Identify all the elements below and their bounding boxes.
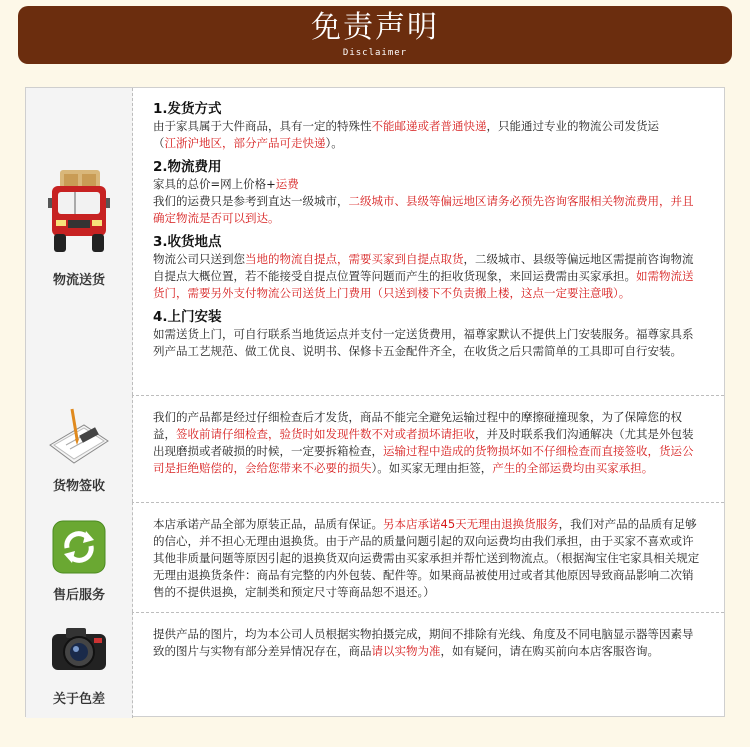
logistics-content <box>153 100 704 366</box>
logistics-side <box>26 88 133 395</box>
install-text: 如需送货上门，可自行联系当地货运点并支付一定送货费用，福尊家默认不提供上门安装服务。福尊家具系列产品工艺规范、做工优良、说明书、保修卡五金配件齐全，在收货之后只需简单的工具即可自行安装。 <box>153 327 694 358</box>
sign-pen-icon <box>44 405 114 467</box>
truck-icon <box>44 168 114 258</box>
install-title: 4.上门安装 <box>153 309 222 325</box>
color-label: 关于色差 <box>52 692 105 707</box>
logistics-row <box>26 88 724 396</box>
receipt-label: 货物签收 <box>52 479 105 494</box>
ship-fee-total: 家具的总价=网上价格+运费 <box>153 177 299 191</box>
aftersale-side <box>26 502 133 612</box>
ship-fee-text: 我们的运费只是参考到直达一级城市，二级城市、县级等偏远地区请务必预先咨询客服相关物流费用，并且确定物流是否可以到达。 <box>153 194 694 225</box>
aftersale-row <box>26 502 724 613</box>
aftersale-text: 本店承诺产品全部为原装正品，品质有保证。另本店承诺45天无理由退换货服务，我们对产品的品质有足够的信心，并不担心无理由退换货。由于产品的质量问题引起的双向运费均由我们承担，由于买家不喜欢或许其他非质量问题等原因引起的退换货双向运费需由买家承担并帮忙送到物流点。（根据淘宝住宅家具相关规定无理由退换货条件：商品有完整的内外包装、配件等。如果商品被使用过或者其他原因导致商品影响二次销售的不提供退换，定制类和预定尺寸等商品恕不退还。） <box>153 517 700 599</box>
ship-method-text: 由于家具属于大件商品，具有一定的特殊性不能邮递或者普通快递，只能通过专业的物流公司发货运 （江浙沪地区，部分产品可走快递）。 <box>153 119 659 150</box>
disclaimer-panel <box>25 87 725 717</box>
color-text: 提供产品的图片，均为本公司人员根据实物拍摄完成，期间不排除有光线、角度及不同电脑显示器等因素导致的图片与实物有部分差异情况存在，商品请以实物为准，如有疑问，请在购买前向本店客服咨询。 <box>153 627 694 658</box>
color-content <box>153 626 704 660</box>
ship-fee-title: 2.物流费用 <box>153 159 222 175</box>
banner-subtitle: Disclaimer <box>342 48 408 58</box>
ship-fee-section <box>153 158 704 227</box>
ship-method-section <box>153 100 704 152</box>
color-row <box>26 612 724 718</box>
delivery-place-title: 3.收货地点 <box>153 234 222 250</box>
receipt-side <box>26 395 133 502</box>
banner <box>18 6 732 64</box>
ship-method-title: 1.发货方式 <box>153 101 222 117</box>
color-side <box>26 612 133 718</box>
aftersale-label: 售后服务 <box>52 588 105 603</box>
install-section <box>153 308 704 360</box>
delivery-place-text: 物流公司只送到您当地的物流自提点，需要买家到自提点取货，二级城市、县级等偏远地区需提前咨询物流自提点大概位置，若不能接受自提点位置等问题而产生的拒收货现象，来回运费需由买家承担。如需物流送货门，需要另外支付物流公司送货上门费用（只送到楼下不负责搬上楼，这点一定要注意哦）。 <box>153 252 694 300</box>
logistics-label: 物流送货 <box>52 273 105 288</box>
aftersale-content <box>153 516 704 601</box>
receipt-text: 我们的产品都是经过仔细检查后才发货，商品不能完全避免运输过程中的摩擦碰撞现象，为了保障您的权益，签收前请仔细检查，验货时如发现件数不对或者损坏请拒收，并及时联系我们沟通解决（尤其是外包装出现磨损或者破损的时候，一定要拆箱检查，运输过程中造成的货物损坏如不仔细检查而直接签收，货运公司是拒绝赔偿的，会给您带来不必要的损失）。如买家无理由拒签，产生的全部运费均由买家承担。 <box>153 410 694 475</box>
camera-icon <box>48 624 110 674</box>
receipt-content <box>153 409 704 477</box>
banner-title: 免责声明 <box>311 10 439 45</box>
receipt-row <box>26 395 724 503</box>
refresh-icon <box>52 520 106 574</box>
delivery-place-section <box>153 233 704 302</box>
